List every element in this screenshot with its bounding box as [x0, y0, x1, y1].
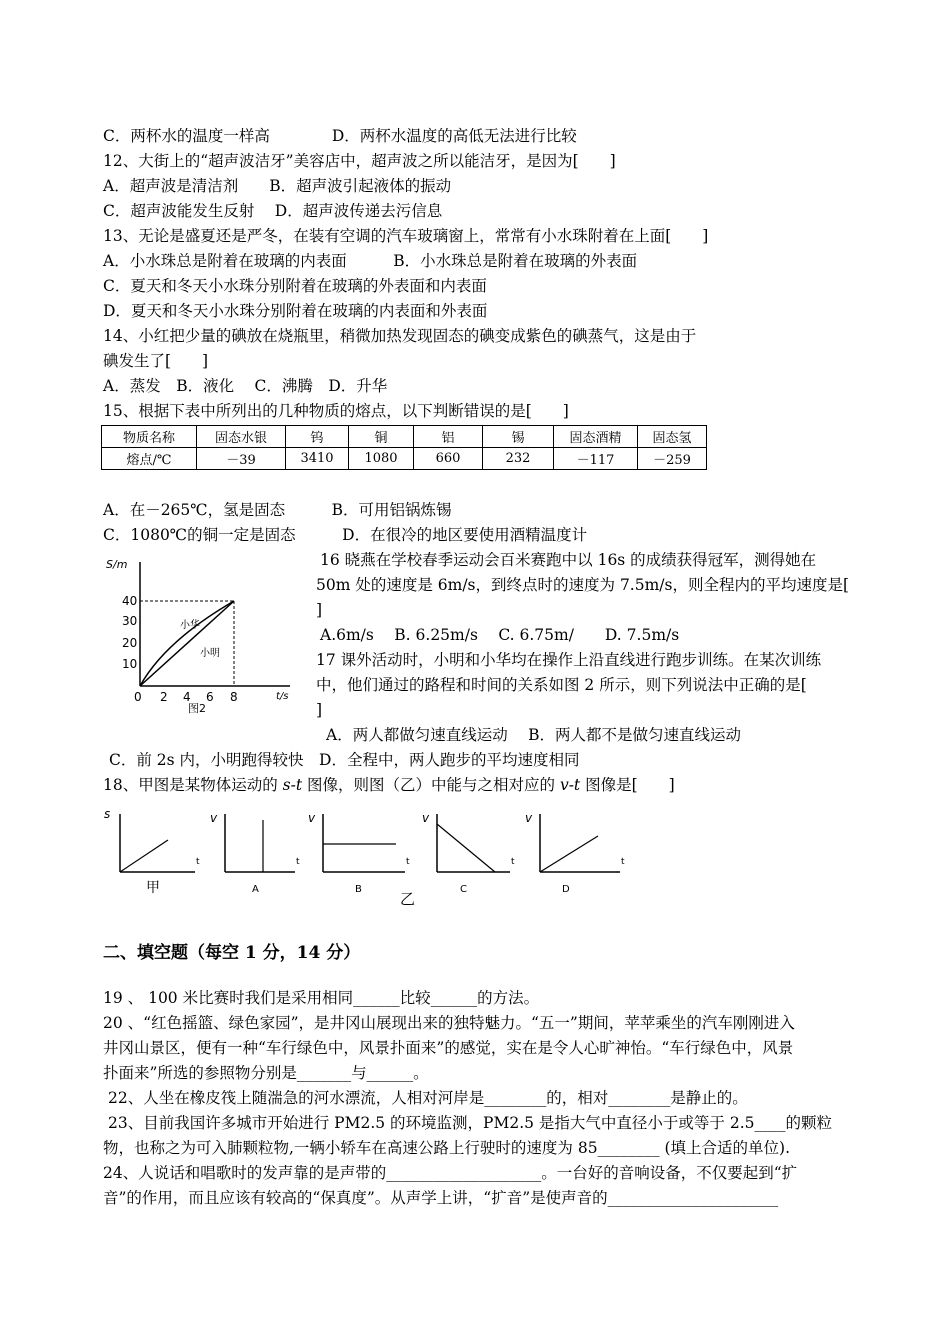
q17-options-cd: C．前 2s 内，小明跑得较快 D．全程中，两人跑步的平均速度相同	[109, 751, 580, 769]
q11-options-cd: C．两杯水的温度一样高 D．两杯水温度的高低无法进行比较	[103, 127, 577, 145]
table-cell: 物质名称	[102, 426, 197, 448]
table-cell: 固态水银	[197, 426, 286, 448]
x-tick: 6	[206, 690, 214, 704]
label-xiaohua: 小华	[180, 620, 200, 631]
graph-label-yi: 乙	[400, 890, 416, 908]
q24-line-2: 音”的作用，而且应该有较高的“保真度”。从声学上讲，“扩音”是使声音的______________________	[103, 1189, 779, 1207]
q18-vt: v-t	[559, 776, 581, 794]
q17-stem: 17 课外活动时，小明和小华均在操作上沿直线进行跑步训练。在某次训练	[316, 651, 822, 669]
axis-label: t	[511, 857, 515, 867]
q12-stem: 12、大街上的“超声波洁牙”美容店中，超声波之所以能洁牙，是因为[ ]	[103, 152, 616, 170]
q14-stem-2: 碘发生了[ ]	[103, 352, 209, 370]
q23: 23、目前我国许多城市开始进行 PM2.5 的环境监测，PM2.5 是指大气中直径小于或等于 2.5____的颗粒	[108, 1114, 832, 1132]
q17-stem-2: 中，他们通过的路程和时间的关系如图 2 所示，则下列说法中正确的是[	[316, 676, 807, 694]
y-tick: 20	[122, 636, 138, 650]
q13-option-d: D．夏天和冬天小水珠分别附着在玻璃的内表面和外表面	[103, 302, 488, 320]
y-tick: 10	[122, 657, 138, 671]
q20: 20 、“红色摇篮、绿色家园”，是井冈山展现出来的独特魅力。“五一”期间，苹苹乘坐的汽车刚刚进入	[103, 1014, 795, 1032]
table-cell: 铜	[349, 426, 414, 448]
q18-text: 图像是[ ]	[580, 776, 675, 794]
figure-2-st-graph	[100, 556, 305, 716]
q14-options: A．蒸发 B．液化 C．沸腾 D．升华	[103, 377, 388, 395]
axis-label: v	[308, 811, 316, 825]
axis-label: v	[525, 811, 533, 825]
graph-label-c: C	[460, 884, 467, 895]
table-cell: 钨	[286, 426, 349, 448]
q24: 24、人说话和唱歌时的发声靠的是声带的____________________。一台好的音响设备，不仅要起到“扩	[103, 1164, 798, 1182]
q14-stem: 14、小红把少量的碘放在烧瓶里，稍微加热发现固态的碘变成紫色的碘蒸气，这是由于	[103, 327, 697, 345]
table-cell: 锡	[483, 426, 554, 448]
graph-label-d: D	[562, 884, 570, 895]
table-row	[102, 448, 707, 470]
figure-18-graphs	[100, 802, 630, 910]
axis-label: t	[621, 857, 625, 867]
q16-stem-2: 50m 处的速度是 6m/s，到终点时的速度为 7.5m/s，则全程内的平均速度是[	[316, 576, 850, 594]
axis-label: t	[406, 857, 410, 867]
q23-line-2: 物，也称之为可入肺颗粒物,一辆小轿车在高速公路上行驶时的速度为 85________ (填上合适的单位).	[103, 1139, 791, 1157]
q19: 19 、 100 米比赛时我们是采用相同______比较______的方法。	[103, 989, 540, 1007]
axis-label: s	[104, 807, 111, 821]
q15-options-ab: A．在－265℃，氢是固态 B．可用铝锅炼锡	[103, 501, 452, 519]
table-cell: －259	[638, 448, 707, 470]
q13-stem: 13、无论是盛夏还是严冬，在装有空调的汽车玻璃窗上，常常有小水珠附着在上面[ ]	[103, 227, 709, 245]
q18-st: s-t	[282, 776, 303, 794]
graph-b	[308, 811, 415, 908]
q16-bracket: ]	[316, 601, 323, 619]
q12-options-ab: A．超声波是清洁剂 B．超声波引起液体的振动	[103, 177, 452, 195]
table-cell: 熔点/℃	[102, 448, 197, 470]
melting-point-table	[101, 425, 707, 470]
q17-bracket: ]	[316, 701, 323, 719]
q16-stem: 16 晓燕在学校春季运动会百米赛跑中以 16s 的成绩获得冠军，测得她在	[320, 551, 817, 569]
label-xiaoming: 小明	[200, 648, 220, 659]
table-cell: 3410	[286, 448, 349, 470]
q15-stem: 15、根据下表中所列出的几种物质的熔点，以下判断错误的是[ ]	[103, 402, 569, 420]
table-cell: －117	[554, 448, 638, 470]
table-cell: 232	[483, 448, 554, 470]
q12-options-cd: C．超声波能发生反射 D．超声波传递去污信息	[103, 202, 443, 220]
y-axis-label: S/m	[106, 558, 128, 571]
axis-label: t	[196, 857, 200, 867]
q13-options-ab: A．小水珠总是附着在玻璃的内表面 B．小水珠总是附着在玻璃的外表面	[103, 252, 638, 270]
q16-options: A.6m/s B. 6.25m/s C. 6.75m/ D. 7.5m/s	[320, 626, 680, 644]
x-tick: 2	[160, 690, 168, 704]
q15-options-cd: C．1080℃的铜一定是固态 D．在很冷的地区要使用酒精温度计	[103, 526, 588, 544]
q22: 22、人坐在橡皮筏上随湍急的河水漂流，人相对河岸是________的，相对________是静止的。	[108, 1089, 748, 1107]
q18-stem	[103, 775, 675, 795]
figure-caption: 图2	[188, 702, 206, 715]
graph-a	[210, 811, 300, 895]
x-tick: 0	[134, 690, 142, 704]
graph-c	[422, 811, 515, 895]
graph-d	[525, 811, 625, 895]
x-axis-label: t/s	[276, 691, 289, 702]
axis-label: v	[422, 811, 430, 825]
table-cell: －39	[197, 448, 286, 470]
table-cell: 660	[414, 448, 483, 470]
q20-line-3: 扑面来”所选的参照物分别是_______与______。	[103, 1064, 429, 1082]
axis-label: v	[210, 811, 218, 825]
q18-text: 18、甲图是某物体运动的	[103, 776, 283, 794]
y-tick: 40	[122, 594, 138, 608]
q13-option-c: C．夏天和冬天小水珠分别附着在玻璃的外表面和内表面	[103, 277, 487, 295]
graph-jia	[104, 807, 200, 896]
axis-label: t	[296, 857, 300, 867]
table-cell: 固态氢	[638, 426, 707, 448]
graph-label-jia: 甲	[146, 880, 160, 896]
graph-label-a: A	[252, 884, 259, 895]
x-tick: 8	[230, 690, 238, 704]
q18-text: 图像，则图（乙）中能与之相对应的	[302, 776, 560, 794]
line-xiaoming	[140, 601, 234, 686]
x-tick: 4	[183, 690, 191, 704]
graph-label-b: B	[355, 884, 362, 895]
table-cell: 铝	[414, 426, 483, 448]
section-2-heading: 二、填空题（每空 1 分，14 分）	[103, 943, 361, 963]
table-cell: 1080	[349, 448, 414, 470]
table-row	[102, 426, 707, 448]
table-cell: 固态酒精	[554, 426, 638, 448]
q20-line-2: 井冈山景区，便有一种“车行绿色中，风景扑面来”的感觉，实在是令人心旷神怡。“车行绿色中，风景	[103, 1039, 794, 1057]
q17-options-ab: A．两人都做匀速直线运动 B．两人都不是做匀速直线运动	[326, 726, 742, 744]
y-tick: 30	[122, 614, 138, 628]
